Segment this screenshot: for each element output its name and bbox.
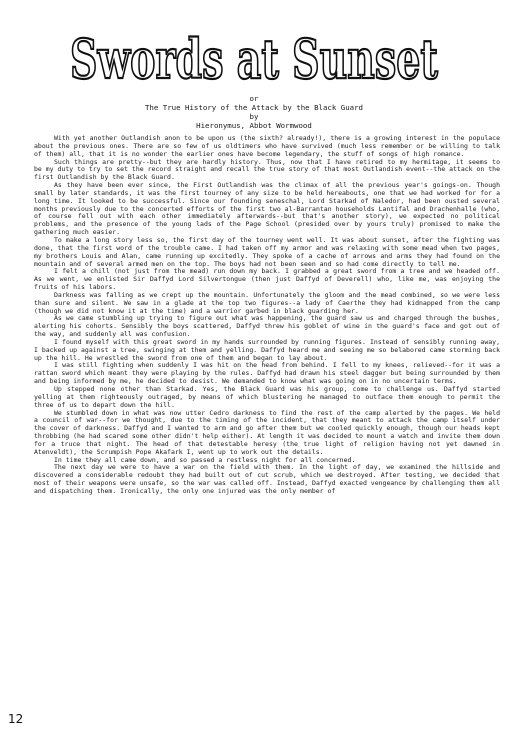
paragraph: With yet another Outlandish anon to be upon us (the sixth? already!), there is a growing interest in the populace about the previous ones. There are so few of us oldtimers who have survived (much less remember or be willing to talk of them) all, that it is no wonder the earlier ones have become legendary, the stuff of songs of high romance. [34,134,500,158]
title-text: Swords at Sunset [70,28,439,91]
paragraph: Darkness was falling as we crept up the mountain. Unfortunately the gloom and the mead combined, so we were less than sure and silent. We saw in a glade at the top two figures--a lady of Caerthe they had kidnapped from the camp (though we did not know it at the time) and a warrior garbed in black guarding her. [34,290,500,315]
title-svg [64,28,444,92]
subtitle: The True History of the Attack by the Black Guard [144,103,364,112]
paragraph: We stumbled down in what was now utter Cedro darkness to find the rest of the camp alerted by the pages. We held a council of war--for we thought, due to the timing of the incident, that they meant to attack the camp itself under the cover of darkness. Daffyd and I wanted to arm and go after them but we cooled quickly enough, though our heads kept throbbing (he had scared some other didn't help either). At length it was decided to mount a watch and invite them down for a truce that night. The head of that detestable heresy (the true light of religion having not yet dawned in Atenveldt), the Scrumpish Pope Akafark I, went up to work out the details. [34,408,500,456]
author: Hieronymus, Abbot Wormwood [196,121,312,130]
paragraph: I was still fighting when suddenly I was hit on the head from behind. I fell to my knees, relieved--for it was a rattan sword which meant they were playing by the rules. Daffyd had drawn his steel dagger but being surrounded by them and being informed by me, he decided to desist. We demanded to know what was going on in no uncertain terms. [34,361,500,386]
paragraph: As we came stumbling up trying to figure out what was happening, the guard saw us and charged through the bushes, alerting his cohorts. Sensibly the boys scattered, Daffyd threw his goblet of wine in the guard's face and got out of the way, and suddenly all was confusion. [34,314,500,339]
paragraph: I found myself with this great sword in my hands surrounded by running figures. Instead of sensibly running away, I backed up against a tree, swinging at them and yelling. Daffyd heard me and seeing me so belabored came storming back up the hill. He wrestled the sword from one of them and began to lay about. [34,337,500,362]
article-body [34,135,500,496]
paragraph: As they have been ever since, the First Outlandish was the climax of all the previous year's goings-on. Though small by later standards, it was the first tourney of any size to be held hereabouts, one that we had worked for for a long time. It looked to be successful. Since our founding seneschal, Lord Starkad of Naledor, had been ousted several months previously due to the concerted efforts of the first two al-Barrantan households Lantifal and Drachenhalle (who, of course fell out with each other immediately afterwards--but that's another story), we expected no political problems, and the presence of the young lads of the Page School (presided over by yours truly) promised to make the gathering much easier. [34,181,500,237]
paragraph: I felt a chill (not just from the mead) run down my back. I grabbed a great sword from a tree and we headed off. As we went, we enlisted Sir Daffyd Lord Silvertongue (then just Daffyd of Deverell) who, like me, was enjoying the fruits of his labors. [34,267,500,292]
paragraph: Such things are pretty--but they are hardly history. Thus, now that I have retired to my hermitage, it seems to be my duty to try to set the record straight and recall the true story of that most Outlandish event--the attack on the first Outlandish by the Black Guard. [34,157,500,182]
paragraph: To make a long story less so, the first day of the tourney went well. It was about sunset, after the fighting was done, that the first word of the trouble came. I had taken off my armor and was relaxing with some mead when two pages, my brothers Louis and Alan, came running up excitedly. They spoke of a cache of arrows and arms they had found on the mountain and of several armed men on the top. The boys had not been seen and so had come directly to tell me. [34,235,500,268]
title [64,28,444,92]
subtitle-or: or [249,94,259,103]
byline-by: by [249,112,259,121]
paragraph: The next day we were to have a war on the field with them. In the light of day, we examined the hillside and discovered a considerable redoubt they had built out of cut scrub, which we destroyed. After testing, we decided that most of their weapons were unsafe, so the war was called off. Instead, Daffyd exacted vengeance by challenging them all and dispatching them. Ironically, the only one injured was the only member of [34,463,500,495]
paragraph: Up stepped none other than Starkad. Yes, the Black Guard was his group, come to challenge us. Daffyd started yelling at them righteously outraged, by means of which blustering he managed to outface them enough to permit the three of us to depart down the hill. [34,385,500,409]
page-number: 12 [8,712,24,726]
paragraph: In time they all came down, and so passed a restless night for all concerned. [54,455,356,464]
